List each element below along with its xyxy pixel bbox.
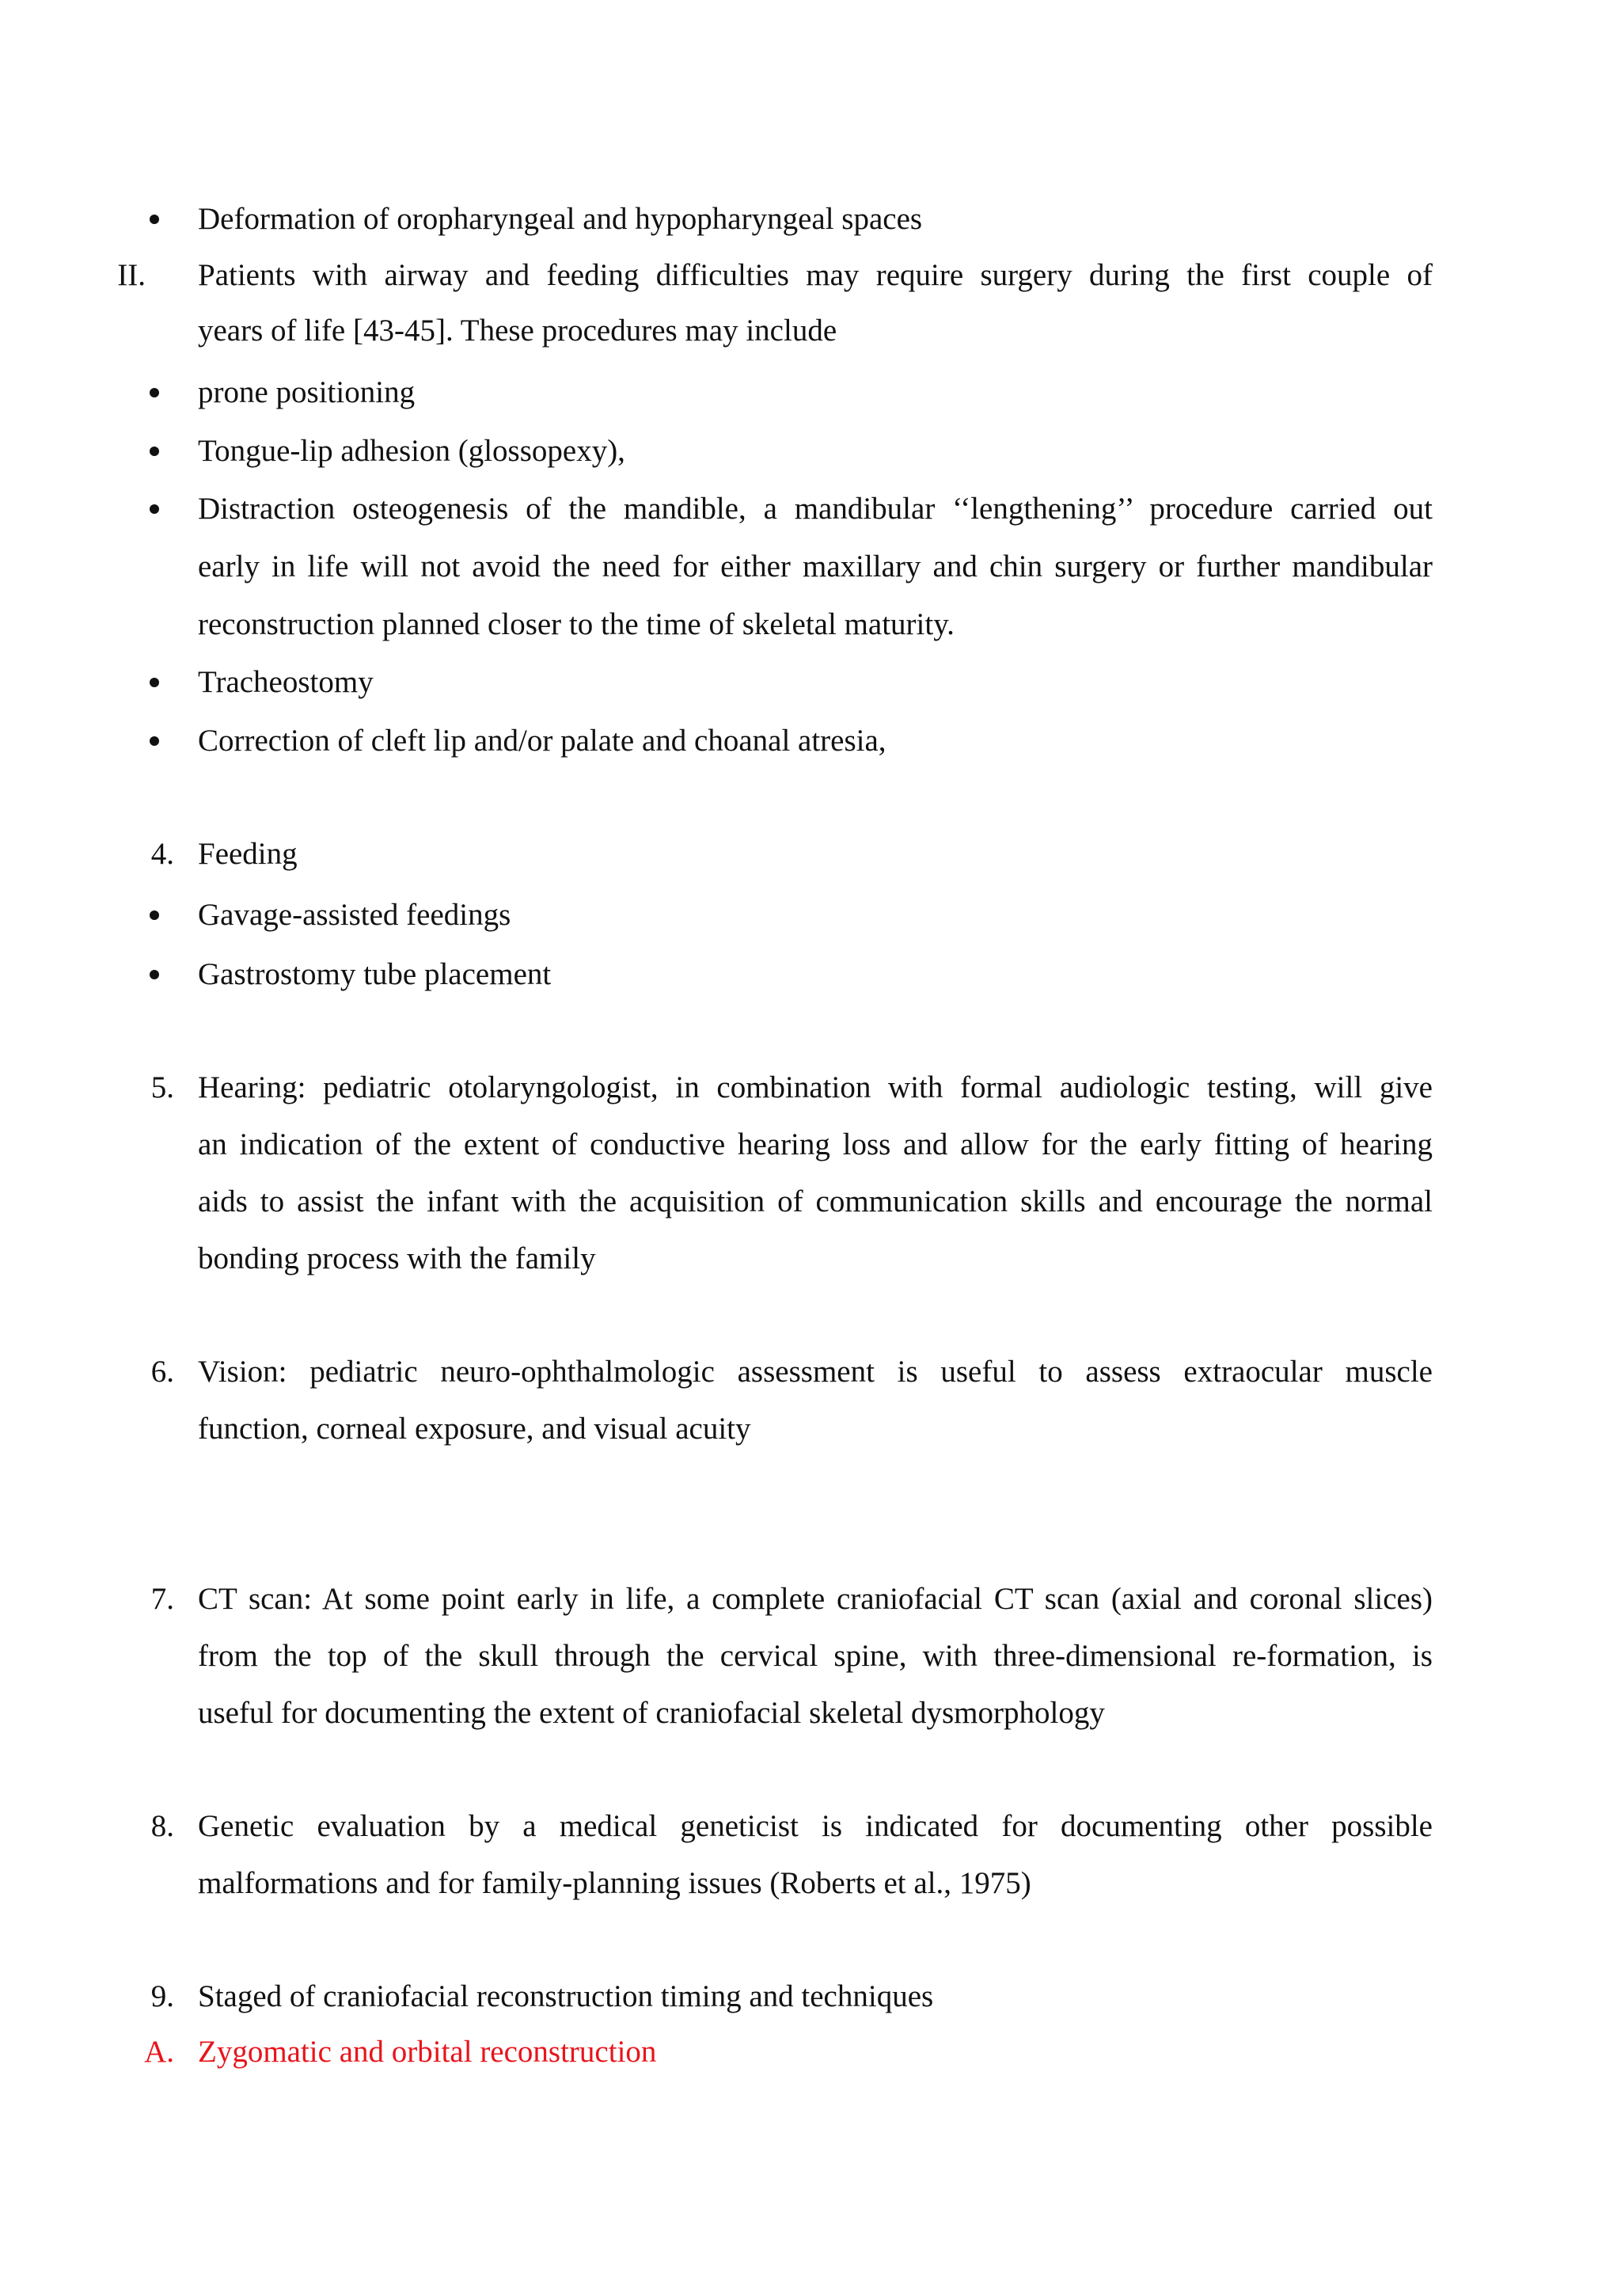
paragraph-line: useful for documenting the extent of craniofacial skeletal dysmorphology bbox=[198, 1696, 1105, 1730]
list-item: Tongue-lip adhesion (glossopexy), bbox=[198, 434, 625, 468]
list-item: Gastrostomy tube placement bbox=[198, 957, 552, 991]
item-title: Staged of craniofacial reconstruction timing and techniques bbox=[198, 1979, 934, 2013]
bullet-icon bbox=[150, 970, 159, 979]
item-number: 5. bbox=[150, 1070, 174, 1104]
subheading-marker: A. bbox=[144, 2035, 174, 2069]
bullet-icon bbox=[150, 910, 159, 920]
list-item-continuation: reconstruction planned closer to the time of skeletal maturity. bbox=[198, 607, 955, 641]
list-item: Gavage-assisted feedings bbox=[198, 898, 511, 932]
bullet-icon bbox=[150, 504, 159, 514]
paragraph-line: Patients with airway and feeding difficulties may require surgery during the first couple of bbox=[198, 258, 1433, 292]
paragraph-line: aids to assist the infant with the acquisition of communication skills and encourage the normal bbox=[198, 1184, 1433, 1218]
item-number: 6. bbox=[150, 1355, 174, 1389]
list-item-continuation: early in life will not avoid the need for either maxillary and chin surgery or further mandibular bbox=[198, 549, 1433, 584]
bullet-icon bbox=[150, 447, 159, 456]
paragraph-line: CT scan: At some point early in life, a complete craniofacial CT scan (axial and coronal slices) bbox=[198, 1582, 1433, 1616]
bullet-icon bbox=[150, 215, 159, 224]
list-item: Distraction osteogenesis of the mandible, a mandibular ‘‘lengthening’’ procedure carried out bbox=[198, 492, 1433, 526]
list-item: prone positioning bbox=[198, 375, 416, 409]
item-number: 8. bbox=[150, 1809, 174, 1843]
item-number: 9. bbox=[150, 1979, 174, 2013]
paragraph-line: function, corneal exposure, and visual acuity bbox=[198, 1412, 751, 1446]
paragraph-line: Hearing: pediatric otolaryngologist, in combination with formal audiologic testing, will give bbox=[198, 1070, 1433, 1104]
item-number: 4. bbox=[150, 837, 174, 871]
item-title: Feeding bbox=[198, 837, 298, 871]
paragraph-line: malformations and for family-planning issues (Roberts et al., 1975) bbox=[198, 1866, 1031, 1900]
section-marker: II. bbox=[117, 258, 146, 292]
item-number: 7. bbox=[150, 1582, 174, 1616]
paragraph-line: bonding process with the family bbox=[198, 1241, 596, 1275]
bullet-icon bbox=[150, 736, 159, 746]
list-item: Correction of cleft lip and/or palate and choanal atresia, bbox=[198, 724, 886, 758]
paragraph-line: from the top of the skull through the cervical spine, with three-dimensional re-formation, is bbox=[198, 1639, 1433, 1673]
list-item: Deformation of oropharyngeal and hypopharyngeal spaces bbox=[198, 202, 923, 236]
list-item: Tracheostomy bbox=[198, 665, 374, 699]
bullet-icon bbox=[150, 388, 159, 397]
paragraph-line: an indication of the extent of conductive hearing loss and allow for the early fitting of hearing bbox=[198, 1127, 1433, 1161]
paragraph-line: Vision: pediatric neuro-ophthalmologic assessment is useful to assess extraocular muscle bbox=[198, 1355, 1433, 1389]
subheading: Zygomatic and orbital reconstruction bbox=[198, 2035, 657, 2069]
paragraph-line: years of life [43-45]. These procedures may include bbox=[198, 314, 837, 348]
paragraph-line: Genetic evaluation by a medical geneticist is indicated for documenting other possible bbox=[198, 1809, 1433, 1843]
bullet-icon bbox=[150, 678, 159, 687]
